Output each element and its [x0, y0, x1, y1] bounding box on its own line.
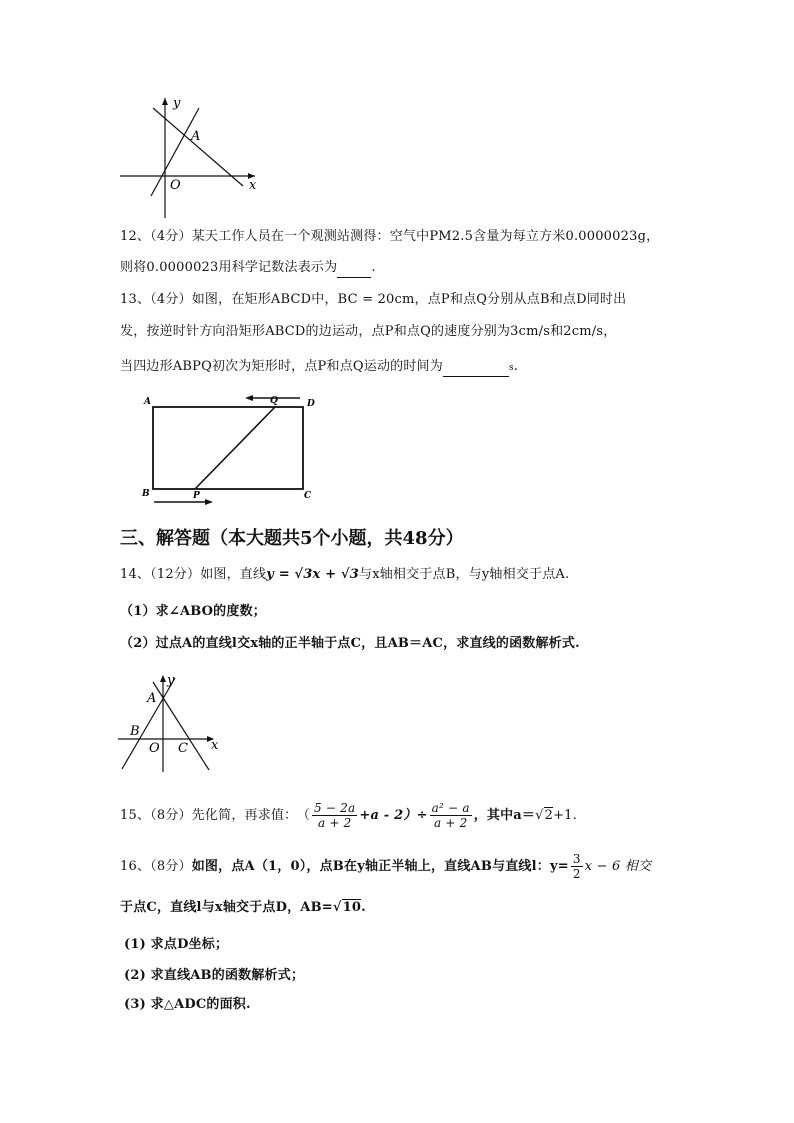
label-q: Q — [270, 396, 278, 406]
q15-number: 15、 — [120, 808, 151, 823]
q15-fraction-2: $\frac{\text{a² − a}}{a + 2}$ — [431, 801, 470, 830]
a-label: A — [191, 129, 201, 144]
q12-line2: 则将0.0000023用科学记数法表示为 . — [120, 259, 376, 278]
x-label: x — [211, 738, 219, 753]
q16-line1: 16、（8分）如图，点A（1，0），点B在y轴正半轴上，直线AB与直线l：y= $\frac{3}{2}$ x − 6 相交 — [120, 852, 652, 881]
y-label: y — [167, 673, 175, 688]
y-label: y — [173, 96, 181, 111]
label-p: P — [193, 491, 200, 501]
rectangle-abcd — [153, 407, 303, 489]
section-3-title: 三、解答题（本大题共5个小题，共48分） — [120, 528, 464, 549]
segment-pq — [195, 407, 275, 489]
figure-q11 — [115, 92, 265, 222]
q15-score: （8分） — [150, 808, 192, 823]
q14-stem: 14、（12分）如图，直线y = √3x + √3与x轴相交于点B，与y轴相交于点A. — [120, 567, 570, 582]
q16-part2: (2) 求直线AB的函数解析式； — [124, 968, 305, 983]
q12-text2: 则将0.0000023用科学记数法表示为 — [120, 260, 338, 275]
line-decreasing — [153, 108, 243, 186]
label-b: B — [130, 724, 140, 739]
q12-answer-blank[interactable] — [337, 259, 371, 278]
q16-score: （8分） — [150, 859, 192, 874]
label-a: A — [144, 397, 151, 407]
q13-score: （4分） — [150, 292, 192, 307]
q12-number: 12、 — [120, 229, 151, 244]
q15-fraction-1: $\frac{5 - 2a}{a + 2}$ — [314, 801, 356, 830]
q16-fraction: $\frac{3}{2}$ — [572, 852, 581, 881]
q12-text1: 某天工作人员在一个观测站测得：空气中PM2.5含量为每立方米0.0000023g， — [191, 229, 660, 244]
label-o: O — [149, 741, 160, 756]
q16-number: 16、 — [120, 859, 151, 874]
line-ac — [153, 682, 209, 770]
q16-part1: (1) 求点D坐标； — [124, 937, 229, 952]
q14-score: （12分） — [150, 567, 201, 582]
q13-text2: 发，按逆时针方向沿矩形ABCD的边运动，点P和点Q的速度分别为3cm/s和2cm/s， — [120, 324, 617, 339]
q13-text1: 如图，在矩形ABCD中，BC = 20cm，点P和点Q分别从点B和点D同时出 — [191, 292, 627, 307]
q15-line: 15、（8分）先化简，再求值： （ $\frac{5 - 2a}{a + 2}$ +a - 2）÷ $\frac{\text{a² − a}}{a + 2}$ ，其中a＝√2+1. — [120, 801, 577, 830]
q16-line2: 于点C，直线l与x轴交于点D，AB=√10. — [120, 900, 366, 915]
x-label: x — [249, 178, 257, 193]
o-label: O — [170, 178, 181, 193]
q16-part3: (3) 求△ADC的面积. — [124, 997, 251, 1012]
q13-unit: s — [508, 363, 514, 373]
label-c: C — [178, 741, 188, 756]
y-axis-arrow — [162, 98, 168, 105]
q13-line1 — [120, 291, 626, 309]
q13-text3: 当四边形ABPQ初次为矩形时，点P和点Q运动的时间为 — [120, 359, 443, 374]
q14-equation: y = √3x + √3 — [266, 567, 359, 582]
label-c: C — [304, 491, 312, 501]
q12-line1 — [120, 228, 659, 246]
q13-line2 — [120, 323, 616, 341]
q14-part1: （1）求∠ABO的度数； — [120, 604, 266, 619]
q12-score: （4分） — [150, 229, 192, 244]
label-d: D — [307, 399, 315, 409]
q13-number: 13、 — [120, 292, 151, 307]
label-a: A — [147, 691, 157, 706]
label-b: B — [142, 489, 150, 499]
q13-answer-blank[interactable] — [443, 358, 509, 377]
q14-number: 14、 — [120, 567, 151, 582]
q13-line3: 当四边形ABPQ初次为矩形时，点P和点Q运动的时间为 s. — [120, 358, 518, 377]
figure-q13 — [140, 390, 330, 510]
figure-q14 — [113, 672, 228, 776]
q14-part2: （2）过点A的直线l交x轴的正半轴于点C，且AB＝AC，求直线的函数解析式. — [120, 636, 580, 651]
